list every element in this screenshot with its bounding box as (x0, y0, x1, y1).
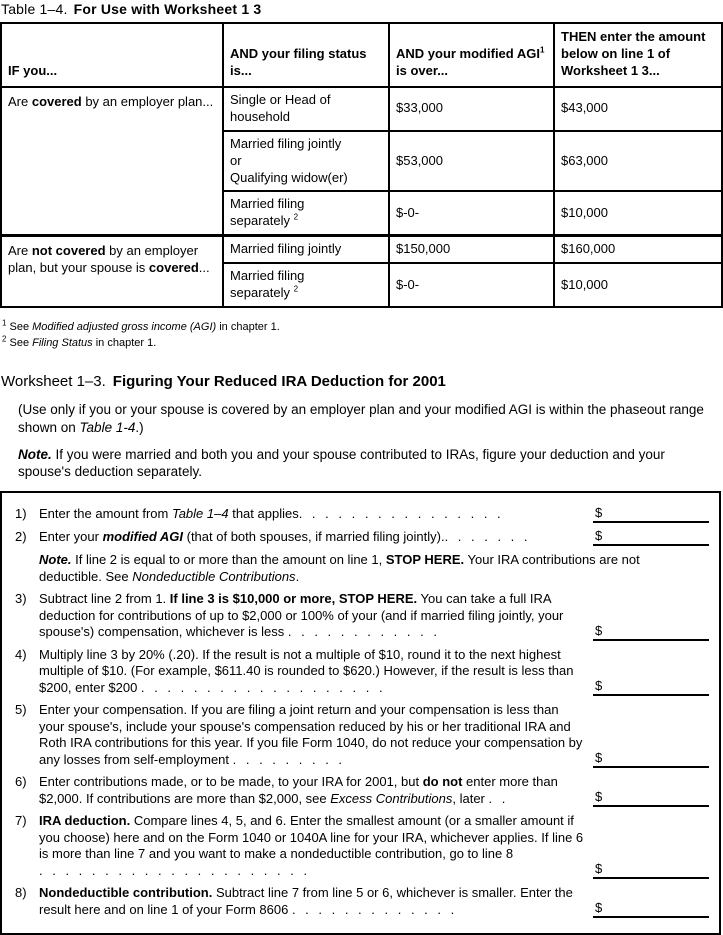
worksheet-title (1, 373, 721, 390)
amount-column (593, 647, 709, 697)
line-text: Enter the amount from Table 1–4 that applies. . . . . . . . . . . . . . . . (39, 506, 501, 522)
amount-column (593, 591, 709, 641)
dot-leader: . . . . . . . . . . . . . . . . (298, 506, 501, 522)
amount-column (593, 774, 709, 807)
line-number: 4) (15, 646, 27, 662)
amount-cell: $10,000 (554, 191, 722, 235)
line-text: Enter your modified AGI (that of both spouses, if married filing jointly).. . . . . . . (39, 529, 528, 545)
dot-leader: . . (488, 790, 506, 806)
amount-entry[interactable] (593, 790, 709, 807)
dot-leader: . . . . . . . . . . . . . . . . . . . . . (39, 862, 308, 878)
status-cell: Married filing separately $^2$ (223, 191, 389, 235)
table-row (1, 87, 722, 131)
worksheet-line (15, 774, 709, 807)
dot-leader: . . . . . . . . . (232, 751, 343, 767)
header-cell-filing-status: AND your filing status is... (223, 23, 389, 87)
dollar-sign: $ (595, 528, 603, 544)
dollar-sign: $ (595, 750, 603, 766)
amount-entry[interactable] (593, 506, 709, 523)
amount-entry[interactable] (593, 901, 709, 918)
if-cell: Are not covered by an employer plan, but your spouse is covered... (1, 236, 223, 307)
line-number: 3) (15, 591, 27, 607)
line-number (15, 552, 39, 585)
line-text: IRA deduction. Compare lines 4, 5, and 6. Enter the smallest amount (or a smaller amount if you choose) here and on the Form 1040 or 1040A line for your IRA, whichever applies. If line 6 is more than line 7 and you want to make a nondeductible contribution, go to line 8 . . . . . . . . . . . . . . . . . . . . . (39, 813, 584, 878)
line-number: 5) (15, 702, 27, 718)
amount-column (593, 529, 709, 546)
amount-entry[interactable] (593, 862, 709, 879)
line-number: 2) (15, 529, 27, 545)
amount-entry[interactable] (593, 679, 709, 696)
dollar-sign: $ (595, 861, 603, 877)
status-cell: Married filing separately $^2$ (223, 263, 389, 307)
amount-column (593, 702, 709, 768)
line-number: 7) (15, 813, 27, 829)
header-cell-modified-agi: AND your modified AGI$^1$ is over... (389, 23, 554, 87)
worksheet-line (15, 591, 709, 641)
dollar-sign: $ (595, 900, 603, 916)
agi-cell: $-0- (389, 191, 554, 235)
worksheet-line (15, 813, 709, 879)
worksheet-title-text: Figuring Your Reduced IRA Deduction for 2001 (112, 372, 446, 390)
amount-cell: $43,000 (554, 87, 722, 131)
header-cell-then-amount: THEN enter the amount below on line 1 of Worksheet 1 3... (554, 23, 722, 87)
line2-note (15, 552, 709, 585)
worksheet-title-prefix: Worksheet 1–3. (1, 372, 106, 390)
status-cell: Married filing jointly (223, 236, 389, 263)
table-row (1, 236, 722, 263)
amount-entry[interactable] (593, 751, 709, 768)
amount-column (593, 506, 709, 523)
if-cell: Are covered by an employer plan... (1, 87, 223, 236)
amount-entry[interactable] (593, 529, 709, 546)
line-text: Enter your compensation. If you are filing a joint return and your compensation is less than your spouse's, include your spouse's compensation reduced by his or her traditional IRA and Roth IRA contributions for this year. If you file Form 1040, do not reduce your compensation by any losses from self-employment . . . . . . . . . (39, 702, 583, 767)
line-number: 8) (15, 885, 27, 901)
line-text: Enter contributions made, or to be made, to your IRA for 2001, but do not enter more than $2,000. If contributions are more than $2,000, see Excess Contributions, later . . (39, 774, 558, 806)
line-number: 1) (15, 506, 27, 522)
amount-cell: $160,000 (554, 236, 722, 263)
line-text: Note. If line 2 is equal to or more than the amount on line 1, STOP HERE. Your IRA contributions are not deductible. See Nondeductible Contributions. (39, 552, 640, 584)
worksheet-note: Note. If you were married and both you and your spouse contributed to IRAs, figure your deduction and your spouse's deduction separately. (18, 446, 665, 480)
phaseout-table (0, 22, 723, 308)
table-header-row (1, 23, 722, 87)
status-cell: Married filing jointly or Qualifying widow(er) (223, 131, 389, 192)
table-title-text: For Use with Worksheet 1 3 (73, 1, 262, 17)
agi-cell: $150,000 (389, 236, 554, 263)
header-cell-if: IF you... (1, 23, 223, 87)
agi-cell: $-0- (389, 263, 554, 307)
amount-cell: $10,000 (554, 263, 722, 307)
table-footnotes (2, 319, 721, 352)
worksheet-box (0, 491, 721, 935)
dot-leader: . . . . . . . . . . . . (287, 624, 437, 640)
dot-leader: . . . . . . . . . . . . . (291, 901, 455, 917)
dot-leader: . . . . . . . (444, 529, 528, 545)
footnote-1: $^1$ See Modified adjusted gross income (AGI) in chapter 1. (2, 318, 280, 333)
dollar-sign: $ (595, 789, 603, 805)
worksheet-line (15, 885, 709, 918)
amount-entry[interactable] (593, 624, 709, 641)
worksheet-intro: (Use only if you or your spouse is covered by an employer plan and your modified AGI is within the phaseout range shown on Table 1-4.) (18, 401, 704, 435)
worksheet-line (15, 647, 709, 697)
line-text: Nondeductible contribution. Subtract line 7 from line 5 or 6, whichever is smaller. Enter the result here and on line 1 of your Form 8606 . . . . . . . . . . . . . (39, 885, 573, 917)
dollar-sign: $ (595, 678, 603, 694)
footnote-2: $^2$ See Filing Status in chapter 1. (2, 334, 157, 350)
status-cell: Single or Head of household (223, 87, 389, 131)
table-title (1, 1, 721, 17)
agi-cell: $53,000 (389, 131, 554, 192)
line-text: Subtract line 2 from 1. If line 3 is $10,000 or more, STOP HERE. You can take a full IRA deduction for contributions of up to $2,000 or 100% of your (and if married filing jointly, your spouse's) compensation, whichever is less . . . . . . . . . . . . (39, 591, 564, 640)
worksheet-line (15, 506, 709, 523)
amount-column (593, 885, 709, 918)
agi-cell: $33,000 (389, 87, 554, 131)
amount-cell: $63,000 (554, 131, 722, 192)
line-text: Multiply line 3 by 20% (.20). If the result is not a multiple of $10, round it to the next highest multiple of $10. (For example, $611.40 is rounded to $620.) However, if the result is less than $200, enter $200 . . . . . . . . . . . . . . . . . . . (39, 646, 574, 695)
table-title-prefix: Table 1–4. (1, 1, 68, 17)
amount-column (593, 813, 709, 879)
dot-leader: . . . . . . . . . . . . . . . . . . . (140, 679, 383, 695)
worksheet-line (15, 702, 709, 768)
dollar-sign: $ (595, 505, 603, 521)
worksheet-line (15, 529, 709, 546)
line-number: 6) (15, 774, 27, 790)
dollar-sign: $ (595, 622, 603, 638)
